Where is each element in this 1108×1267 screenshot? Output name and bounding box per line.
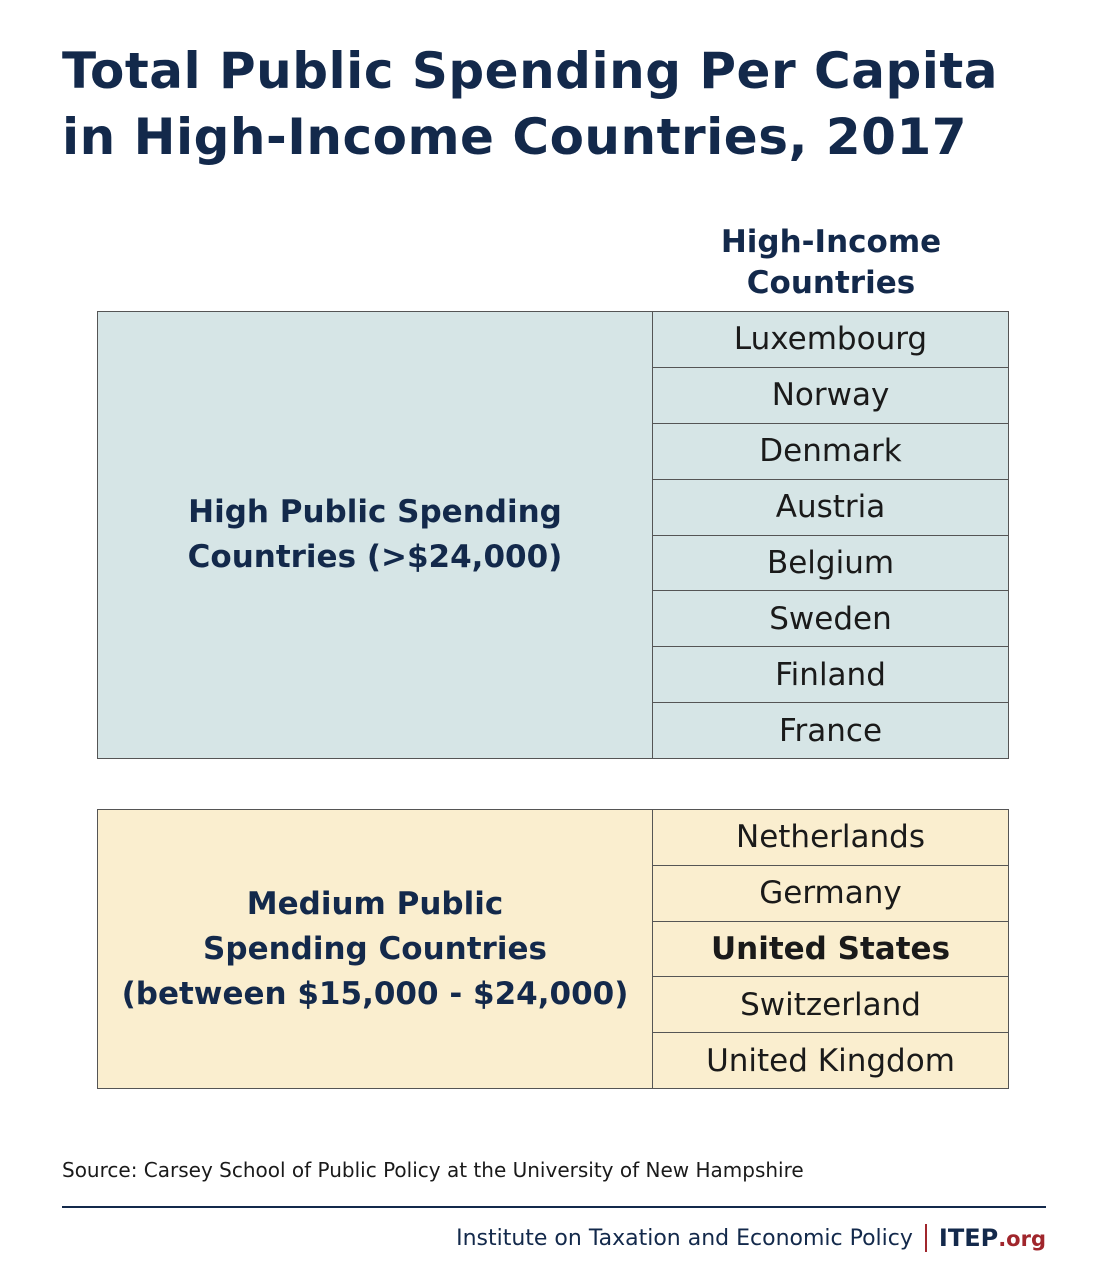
itep-logo (939, 1224, 1046, 1252)
high-spending-country-list (653, 312, 1008, 758)
country-cell: Belgium (653, 536, 1008, 592)
footer-divider (62, 1206, 1046, 1208)
footer (456, 1224, 1046, 1252)
country-cell: Denmark (653, 424, 1008, 480)
brand-name: ITEP (938, 1224, 999, 1252)
organization-name: Institute on Taxation and Economic Policy (456, 1225, 913, 1251)
footer-separator (925, 1224, 927, 1252)
medium-spending-country-list (653, 810, 1008, 1088)
high-spending-label-text: High Public Spending Countries (>$24,000) (187, 494, 563, 575)
country-cell: Switzerland (653, 977, 1008, 1033)
medium-spending-label-text: Medium Public Spending Countries (between $15,000 - $24,000) (121, 885, 629, 1012)
country-cell: Luxembourg (653, 312, 1008, 368)
country-cell: France (778, 712, 883, 749)
country-cell: Sweden (653, 591, 1008, 647)
country-cell: Norway (653, 368, 1008, 424)
country-cell: Germany (653, 866, 1008, 922)
brand-suffix: .org (998, 1227, 1046, 1251)
source-note: Source: Carsey School of Public Policy at the University of New Hampshire (62, 1158, 804, 1182)
high-spending-group (97, 311, 1009, 759)
country-cell: Austria (653, 480, 1008, 536)
medium-spending-label (98, 810, 653, 1088)
high-spending-label (98, 312, 653, 758)
country-cell: United Kingdom (706, 1042, 955, 1079)
page-title: Total Public Spending Per Capita in High-Income Countries, 2017 (62, 42, 999, 166)
country-cell-highlighted: United States (653, 922, 1008, 978)
medium-spending-group (97, 809, 1009, 1089)
country-cell: Netherlands (653, 810, 1008, 866)
column-header: High-Income Countries (720, 224, 942, 301)
country-cell: Finland (653, 647, 1008, 703)
